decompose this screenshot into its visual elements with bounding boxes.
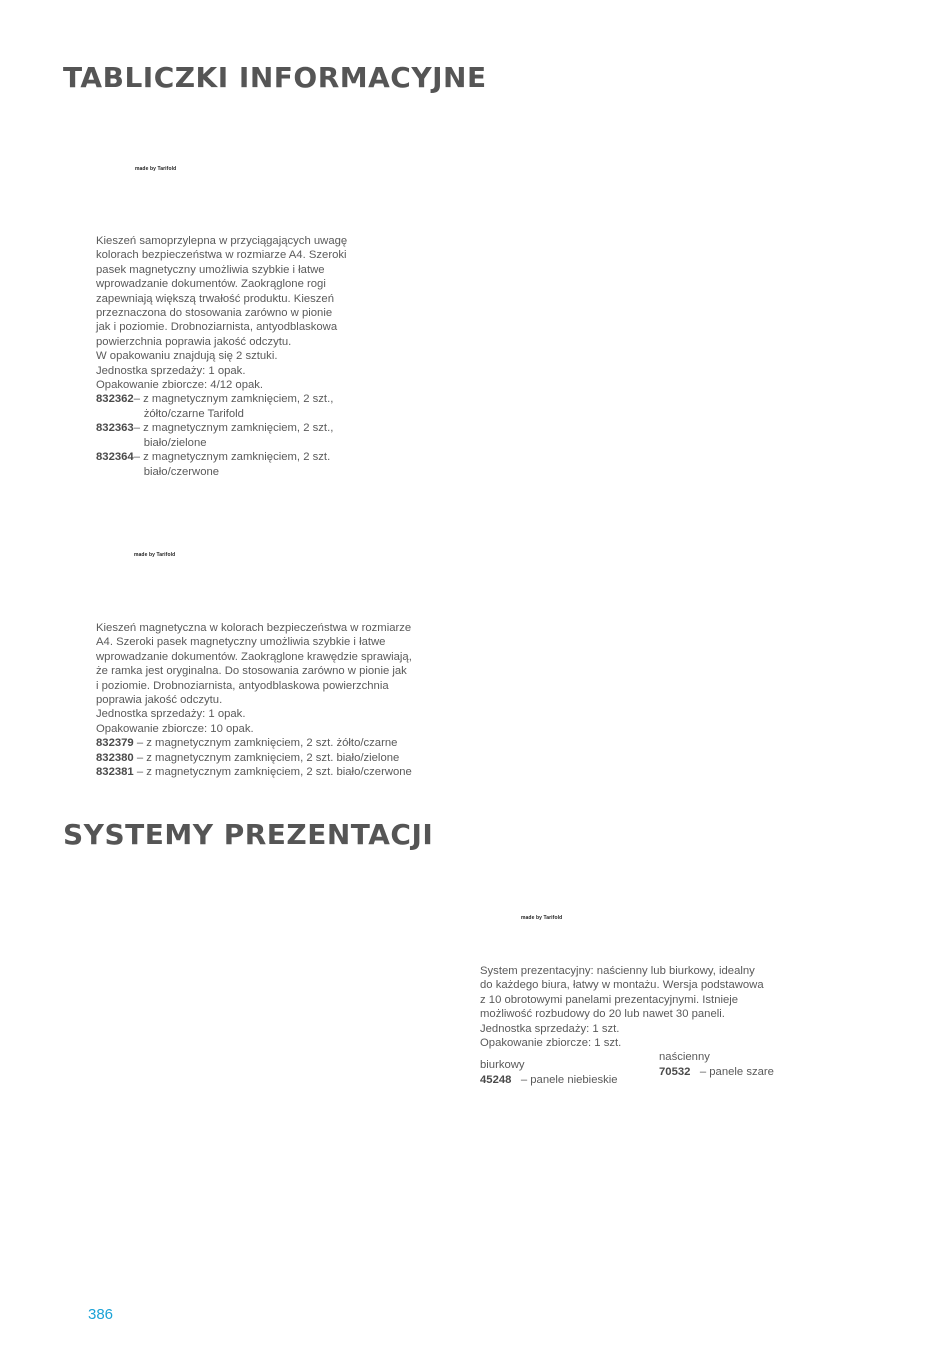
brand-label: made by Tarifold (134, 552, 176, 558)
description-line: powierzchnia poprawia jakość odczytu. (96, 335, 292, 348)
description-line: z 10 obrotowymi panelami prezentacyjnymi. Istnieje (480, 993, 739, 1006)
product-description-1 (96, 234, 347, 479)
variant-text (134, 392, 334, 421)
product-code: 832362 (96, 393, 134, 406)
variant-row (96, 736, 412, 750)
variant-text (134, 421, 334, 450)
variant-text: – z magnetycznym zamknięciem, 2 szt. biało/zielone (133, 751, 400, 764)
product-code: 832364 (96, 451, 134, 464)
variant-options (480, 1050, 838, 1087)
description-line: Opakowanie zbiorcze: 1 szt. (480, 1037, 622, 1050)
option-desk (480, 1050, 659, 1087)
description-line: wprowadzanie dokumentów. Zaokrąglone rogi (96, 278, 326, 291)
description-line: A4. Szeroki pasek magnetyczny umożliwia szybkie i łatwe (96, 636, 386, 649)
description-line: wprowadzanie dokumentów. Zaokrąglone krawędzie sprawiają, (96, 650, 412, 663)
variant-row (480, 1073, 659, 1087)
description-line: Opakowanie zbiorcze: 4/12 opak. (96, 379, 264, 392)
product-description-2 (96, 621, 412, 779)
variant-row (96, 392, 347, 421)
variant-line: – z magnetycznym zamknięciem, 2 szt., (133, 393, 334, 406)
variant-text (134, 450, 331, 479)
product-description-3 (480, 964, 838, 1087)
variant-line: biało/czerwone (143, 465, 220, 478)
product-code: 832381 (96, 766, 134, 779)
description-line: Opakowanie zbiorcze: 10 opak. (96, 722, 254, 735)
option-label: biurkowy (480, 1059, 525, 1072)
product-code: 45248 (480, 1073, 512, 1086)
variant-row (96, 421, 347, 450)
product-code: 832380 (96, 751, 134, 764)
product-code: 832363 (96, 422, 134, 435)
variant-row (96, 765, 412, 779)
description-line: Jednostka sprzedaży: 1 opak. (96, 364, 246, 377)
variant-line: – z magnetycznym zamknięciem, 2 szt. (133, 451, 331, 464)
variant-row (96, 751, 412, 765)
description-line: i poziomie. Drobnoziarnista, antyodblaskowa powierzchnia (96, 679, 389, 692)
variant-row (96, 450, 347, 479)
description-line: Jednostka sprzedaży: 1 opak. (96, 708, 246, 721)
description-line: jak i poziomie. Drobnoziarnista, antyodblaskowa (96, 321, 338, 334)
description-line: Kieszeń magnetyczna w kolorach bezpieczeństwa w rozmiarze (96, 622, 412, 634)
description-line: kolorach bezpieczeństwa w rozmiarze A4. Szeroki (96, 249, 347, 262)
product-code: 70532 (659, 1065, 691, 1078)
description-line: Kieszeń samoprzylepna w przyciągających uwagę (96, 235, 348, 247)
product-code: 832379 (96, 737, 134, 750)
description-line: System prezentacyjny: naścienny lub biurkowy, idealny (480, 965, 755, 977)
description-line: że ramka jest oryginalna. Do stosowania zarówno w pionie jak (96, 665, 407, 678)
variant-line: żółto/czarne Tarifold (143, 407, 244, 420)
brand-label: made by Tarifold (521, 915, 563, 921)
variant-text: – z magnetycznym zamknięciem, 2 szt. żółto/czarne (133, 737, 398, 750)
variant-text: – z magnetycznym zamknięciem, 2 szt. biało/czerwone (133, 766, 412, 779)
brand-label: made by Tarifold (135, 166, 177, 172)
option-wall (659, 1050, 838, 1087)
section-title-systemy: SYSTEMY PREZENTACJI (63, 818, 434, 851)
description-line: możliwość rozbudowy do 20 lub nawet 30 paneli. (480, 1008, 725, 1021)
variant-text: – panele niebieskie (520, 1073, 618, 1086)
option-label: naścienny (659, 1051, 710, 1064)
variant-line: – z magnetycznym zamknięciem, 2 szt., (133, 422, 334, 435)
variant-line: biało/zielone (143, 436, 207, 449)
description-line: poprawia jakość odczytu. (96, 694, 223, 707)
description-line: przeznaczona do stosowania zarówno w pionie (96, 307, 333, 320)
description-line: zapewniają większą trwałość produktu. Kieszeń (96, 292, 334, 305)
description-line: Jednostka sprzedaży: 1 szt. (480, 1022, 620, 1035)
variant-row (659, 1065, 838, 1079)
variant-text: – panele szare (699, 1065, 774, 1078)
description-line: W opakowaniu znajdują się 2 sztuki. (96, 350, 278, 363)
description-line: do każdego biura, łatwy w montażu. Wersja podstawowa (480, 979, 764, 992)
section-title-tabliczki: TABLICZKI INFORMACYJNE (63, 61, 487, 94)
description-line: pasek magnetyczny umożliwia szybkie i łatwe (96, 263, 325, 276)
page-number: 386 (88, 1306, 114, 1323)
